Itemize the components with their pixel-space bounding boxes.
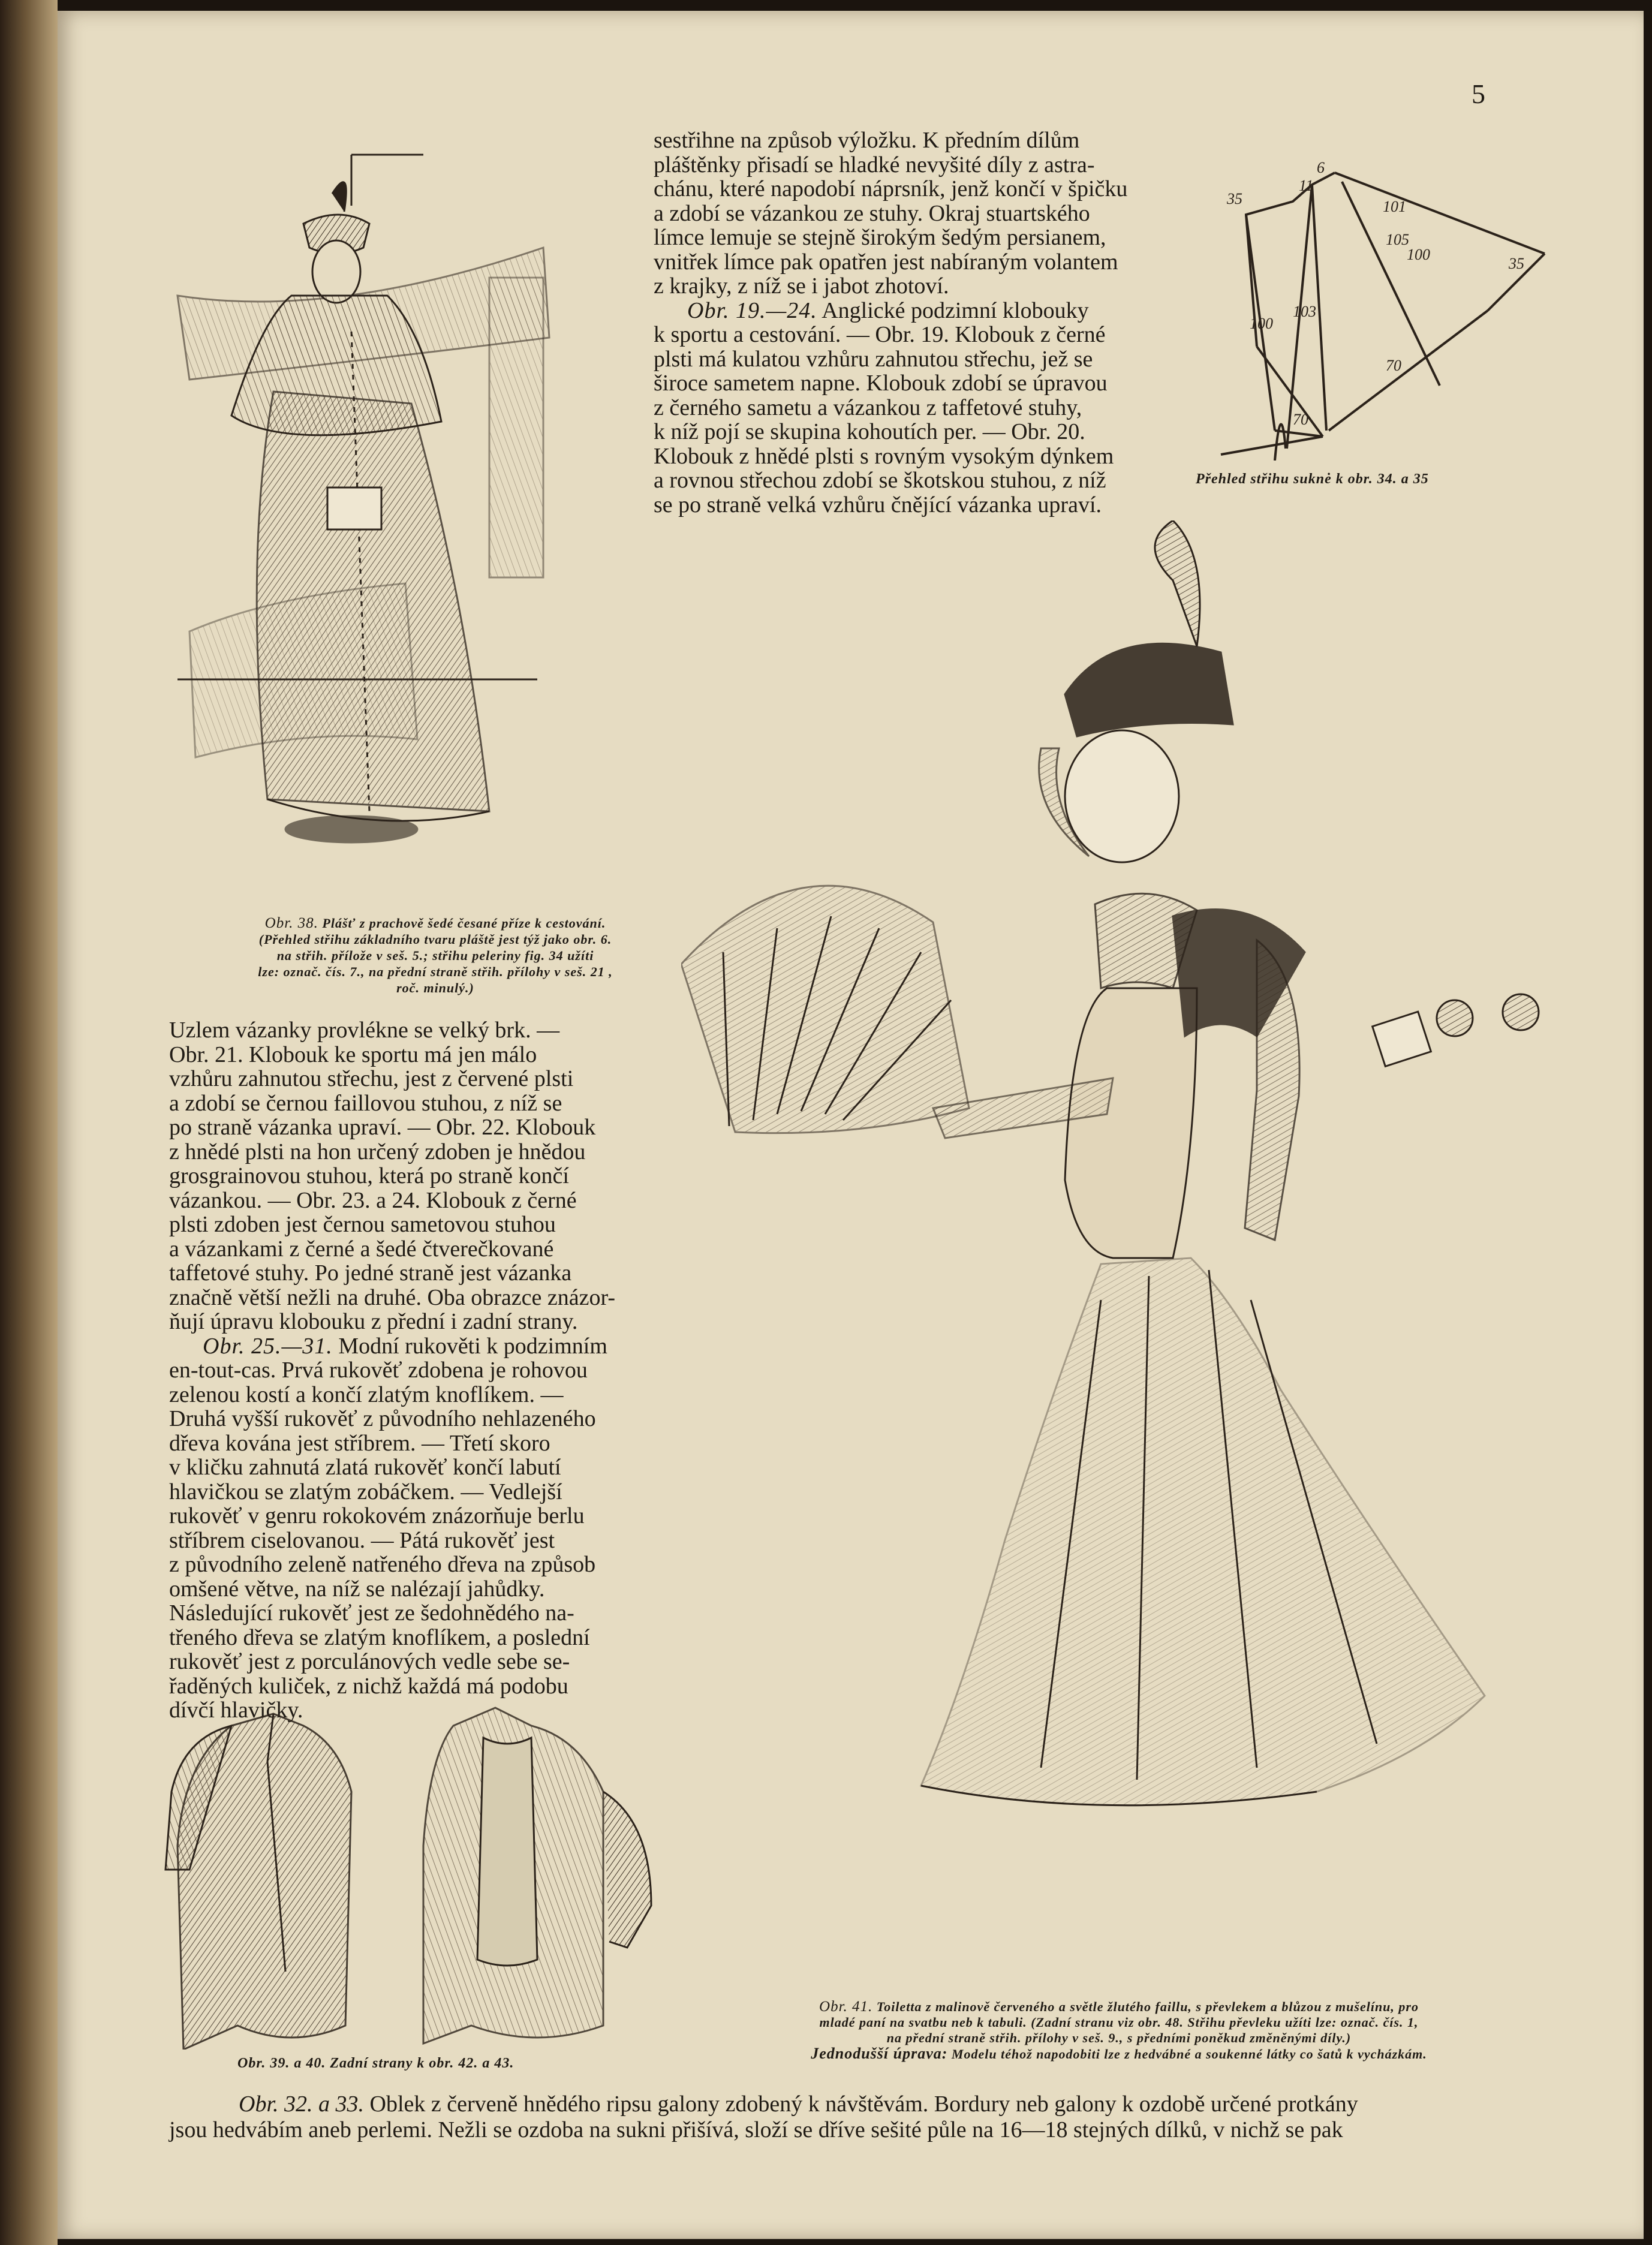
text-line: jsou hedvábím aneb perlemi. Nežli se ozdoba na sukni přišívá, složí se dříve sešité půle na 16—18 stejných dílků, v nichž se pak bbox=[169, 2117, 1343, 2142]
pattern-label: 103 bbox=[1293, 303, 1316, 320]
text-line: Klobouk z hnědé plsti s rovným vysokým dýnkem bbox=[654, 443, 1114, 469]
caption-line: lze: označ. čís. 7., na přední straně střih. přílohy v seš. 21 , bbox=[258, 964, 613, 979]
pattern-label: 11 bbox=[1299, 177, 1314, 194]
text-line: stříbrem ciselovanou. — Pátá rukověť jest bbox=[169, 1527, 555, 1553]
text-line: Následující rukověť jest ze šedohnědého na- bbox=[169, 1600, 574, 1626]
pattern-label: 100 bbox=[1250, 315, 1273, 332]
text-line: taffetové stuhy. Po jedné straně jest vázanka bbox=[169, 1260, 572, 1286]
text-line: se po straně velká vzhůru čnějící vázanka upraví. bbox=[654, 492, 1102, 517]
binding-gutter bbox=[0, 0, 58, 2245]
text-column-left bbox=[169, 1018, 676, 1723]
text-line: k níž pojí se skupina kohoutích per. — Obr. 20. bbox=[654, 419, 1085, 444]
page-number: 5 bbox=[1472, 79, 1485, 109]
figure-reference: Obr. 38. bbox=[264, 915, 318, 931]
text-line: plsti má kulatou vzhůru zahnutou střechu, jež se bbox=[654, 346, 1093, 372]
text-line: hlavičkou se zlatým zobáčkem. — Vedlejší bbox=[169, 1479, 562, 1504]
text-line: vázankou. — Obr. 23. a 24. Klobouk z černé bbox=[169, 1187, 577, 1213]
text-line: třeného dřeva se zlatým knoflíkem, a poslední bbox=[169, 1624, 590, 1650]
text-line: a rovnou střechou zdobí se škotskou stuhou, z níž bbox=[654, 468, 1106, 493]
text-line: sestřihne na způsob výložku. K předním dílům bbox=[654, 128, 1080, 153]
figure-reference: Obr. 32. a 33. bbox=[239, 2091, 365, 2117]
text-line: Obr. 32. a 33. Oblek z červeně hnědého ripsu galony zdobený k návštěvám. Bordury neb galony k ozdobě určené protkány bbox=[239, 2091, 1358, 2117]
text-column-top bbox=[654, 128, 1214, 517]
caption-line: Toiletta z malinově červeného a světle žlutého faillu, s převlekem a blůzou z mušelínu, pro bbox=[876, 1999, 1419, 2014]
caption-line: na střih. přílože v seš. 5.; střihu peleriny fig. 34 užíti bbox=[276, 948, 594, 963]
text-line: z původního zeleně natřeného dřeva na způsob bbox=[169, 1552, 596, 1577]
text-line: Obr. 21. Klobouk ke sportu má jen málo bbox=[169, 1042, 537, 1067]
text-line: po straně vázanka upraví. — Obr. 22. Klobouk bbox=[169, 1115, 596, 1140]
text-line: Uzlem vázanky provlékne se velký brk. — bbox=[169, 1018, 560, 1043]
text-line: plsti zdoben jest černou sametovou stuhou bbox=[169, 1212, 556, 1237]
text-line: grosgrainovou stuhou, která po straně končí bbox=[169, 1163, 569, 1188]
pattern-label: 70 bbox=[1293, 411, 1308, 428]
text-bottom bbox=[169, 2091, 1549, 2143]
text-line: vnitřek límce pak opatřen jest nabíraným volantem bbox=[654, 249, 1118, 275]
pattern-label: 70 bbox=[1386, 357, 1401, 374]
text-line: a zdobí se vázankou ze stuhy. Okraj stuartského bbox=[654, 200, 1090, 226]
text-line: Druhá vyšší rukověť z původního nehlazeného bbox=[169, 1406, 596, 1431]
text-line: a vázankami z černé a šedé čtverečkované bbox=[169, 1236, 554, 1262]
pattern-label: 35 bbox=[1227, 190, 1242, 207]
pattern-label: 105 bbox=[1386, 231, 1409, 248]
text-line: Obr. 25.—31. Modní rukověti k podzimním bbox=[203, 1333, 607, 1359]
figure-41-caption bbox=[651, 1999, 1587, 2062]
text-line: omšené větve, na níž se nalézají jahůdky. bbox=[169, 1576, 545, 1602]
bodice-backs-illustration bbox=[148, 1690, 687, 2050]
text-line: límce lemuje se stejně širokým šedým persianem, bbox=[654, 225, 1106, 250]
pattern-label: 100 bbox=[1407, 246, 1430, 263]
text-line: chánu, které napodobí náprsník, jenž končí v špičku bbox=[654, 176, 1128, 201]
text-line: Obr. 19.—24. Anglické podzimní klobouky bbox=[687, 297, 1089, 323]
text-line: ňují úpravu klobouku z přední i zadní strany. bbox=[169, 1309, 578, 1334]
caption-line: mladé paní na svatbu neb k tabuli. (Zadní stranu viz obr. 48. Střihu převleku užíti lze: označ. čís. 1, bbox=[819, 2015, 1419, 2030]
text-line: široce sametem napne. Klobouk zdobí se úpravou bbox=[654, 371, 1108, 396]
text-line: en-tout-cas. Prvá rukověť zdobena je rohovou bbox=[169, 1358, 588, 1383]
text-line: řaděných kuliček, z nichž každá má podobu bbox=[169, 1673, 568, 1699]
text-line: v kličku zahnutá zlatá rukověť končí labutí bbox=[169, 1455, 561, 1480]
text-line: zelenou kostí a končí zlatým knoflíkem. — bbox=[169, 1382, 564, 1407]
caption-line: roč. minulý.) bbox=[396, 980, 474, 995]
text-line: a zdobí se černou faillovou stuhou, z níž se bbox=[169, 1090, 562, 1116]
figure-38-caption bbox=[171, 915, 699, 996]
text-line: vzhůru zahnutou střechu, jest z červené plsti bbox=[169, 1066, 574, 1091]
caption-line: Plášť z prachově šedé česané příze k cestování. bbox=[322, 916, 606, 931]
text-line: dívčí hlavičky. bbox=[169, 1698, 303, 1723]
skirt-pattern-diagram bbox=[1185, 149, 1581, 461]
caption-line: (Přehled střihu základního tvaru pláště jest týž jako obr. 6. bbox=[258, 932, 612, 947]
figure-reference: Obr. 19.—24. bbox=[687, 297, 817, 323]
magazine-page bbox=[58, 11, 1644, 2239]
toilette-illustration bbox=[681, 520, 1569, 1828]
pattern-label: 35 bbox=[1509, 255, 1524, 272]
text-line: rukověť jest z porculánových vedle sebe se- bbox=[169, 1649, 570, 1674]
text-line: pláštěnky přisadí se hladké nevyšité díly z astra- bbox=[654, 152, 1095, 177]
pattern-label: 101 bbox=[1383, 198, 1406, 215]
figure-39-40-caption: Obr. 39. a 40. Zadní strany k obr. 42. a 43. bbox=[237, 2056, 514, 2071]
caption-line: Modelu téhož napodobiti lze z hedvábné a soukenné látky co šatů k vycházkám. bbox=[951, 2047, 1427, 2062]
text-line: dřeva kována jest stříbrem. — Třetí skoro bbox=[169, 1430, 550, 1456]
text-line: značně větší nežli na druhé. Oba obrazce znázor- bbox=[169, 1284, 616, 1310]
text-line: rukověť v genru rokokovém znázorňuje berlu bbox=[169, 1503, 585, 1528]
figure-reference: Obr. 41. bbox=[819, 1999, 873, 2015]
pattern-caption: Přehled střihu suknė k obr. 34. a 35 bbox=[1196, 471, 1429, 487]
caption-line: na přední straně střih. přílohy v seš. 9., s předními poněkud změněnými díly.) bbox=[886, 2030, 1352, 2045]
travel-coat-illustration bbox=[154, 140, 645, 883]
text-line: z krajky, z níž se i jabot zhotoví. bbox=[654, 273, 949, 299]
pattern-label: 6 bbox=[1317, 159, 1325, 176]
figure-reference: Obr. 25.—31. bbox=[203, 1333, 333, 1359]
text-line: z hnědé plsti na hon určený zdoben je hnědou bbox=[169, 1139, 586, 1164]
caption-label: Jednodušší úprava: bbox=[811, 2045, 948, 2062]
text-line: k sportu a cestování. — Obr. 19. Klobouk z černé bbox=[654, 322, 1106, 347]
text-line: z černého sametu a vázankou z taffetové stuhy, bbox=[654, 395, 1082, 420]
